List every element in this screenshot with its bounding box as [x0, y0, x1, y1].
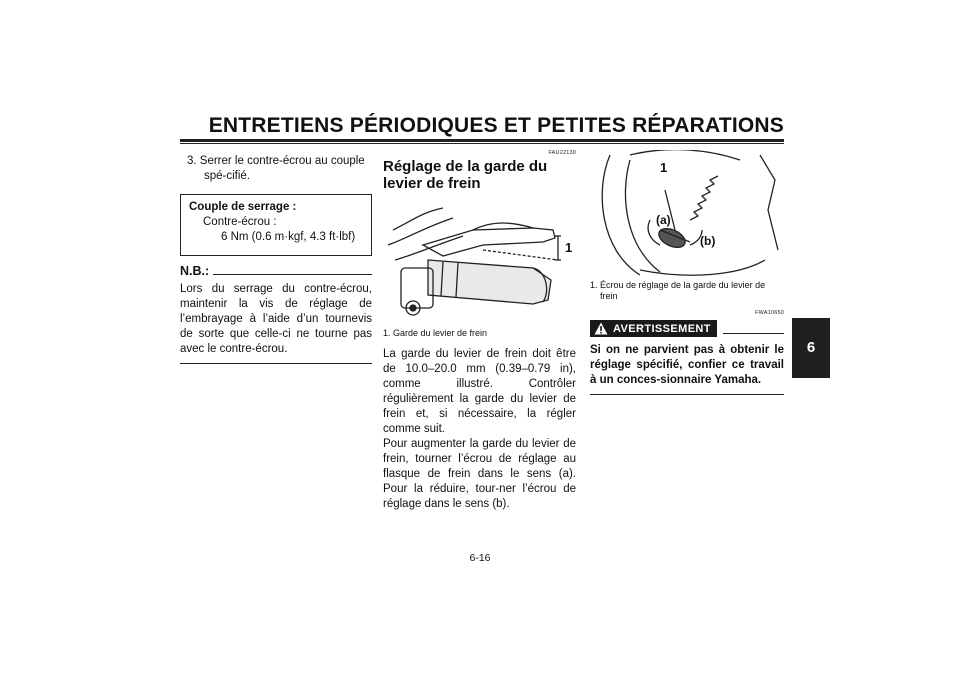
warning-label: AVERTISSEMENT	[613, 322, 711, 335]
figure-caption: 1. Écrou de réglage de la garde du levier de frein	[590, 280, 766, 301]
warning-icon	[594, 322, 608, 335]
warning-badge	[590, 320, 717, 337]
section-title: Réglage de la garde du levier de frein	[383, 158, 548, 192]
torque-item: Contre-écrou :	[203, 216, 277, 228]
note-bottom-rule	[180, 363, 372, 364]
note-header	[180, 264, 372, 278]
step-3: 3. Serrer le contre-écrou au couple spé-cifié.	[187, 155, 365, 182]
warning-header	[590, 320, 784, 337]
figure-label-b: (b)	[700, 234, 716, 248]
note-rule	[213, 274, 372, 275]
adjusting-nut-figure	[590, 150, 784, 280]
warning-code: FWA10650	[755, 310, 784, 316]
figure-label-1: 1	[660, 160, 668, 175]
section-code: FAU22130	[548, 150, 576, 156]
torque-title: Couple de serrage :	[189, 201, 297, 213]
torque-spec-box	[180, 194, 372, 256]
page-header-title: ENTRETIENS PÉRIODIQUES ET PETITES RÉPARATIONS	[208, 114, 784, 137]
header-rule	[180, 139, 784, 142]
brake-lever-figure	[383, 200, 576, 328]
note-label: N.B.:	[180, 264, 210, 278]
chapter-tab: 6	[792, 318, 830, 378]
column-right	[590, 150, 784, 395]
paragraph-1: La garde du levier de frein doit être de 10.0–20.0 mm (0.39–0.79 in), comme illustré. Contrôler régulièrement la garde du levier de frein et, si nécessaire, la régler comme suit.	[383, 348, 576, 435]
figure-caption: 1. Garde du levier de frein	[383, 328, 488, 338]
column-middle	[383, 150, 576, 512]
column-left	[180, 150, 372, 364]
warning-bottom-rule	[590, 394, 784, 395]
adjusting-nut-illustration	[590, 150, 784, 280]
torque-value: 6 Nm (0.6 m·kgf, 4.3 ft·lbf)	[221, 231, 356, 243]
header-rule-thin	[180, 143, 784, 144]
paragraph-2: Pour augmenter la garde du levier de frein, tourner l’écrou de réglage au flasque de frein dans le sens (a). Pour la réduire, tour-ner l’écrou de réglage dans le sens (b).	[383, 438, 576, 510]
warning-text: Si on ne parvient pas à obtenir le réglage spécifié, confier ce travail à un conces-sionnaire Yamaha.	[590, 344, 784, 386]
warning-rule	[723, 333, 784, 334]
figure-label-a: (a)	[656, 213, 671, 227]
page-number: 6-16	[469, 552, 491, 564]
brake-lever-illustration	[383, 200, 576, 328]
figure-label-1: 1	[565, 240, 573, 255]
note-text: Lors du serrage du contre-écrou, maintenir la vis de réglage de l’embrayage à l’aide d’un tournevis de sorte que celle-ci ne tourne pas avec le contre-écrou.	[180, 283, 372, 355]
